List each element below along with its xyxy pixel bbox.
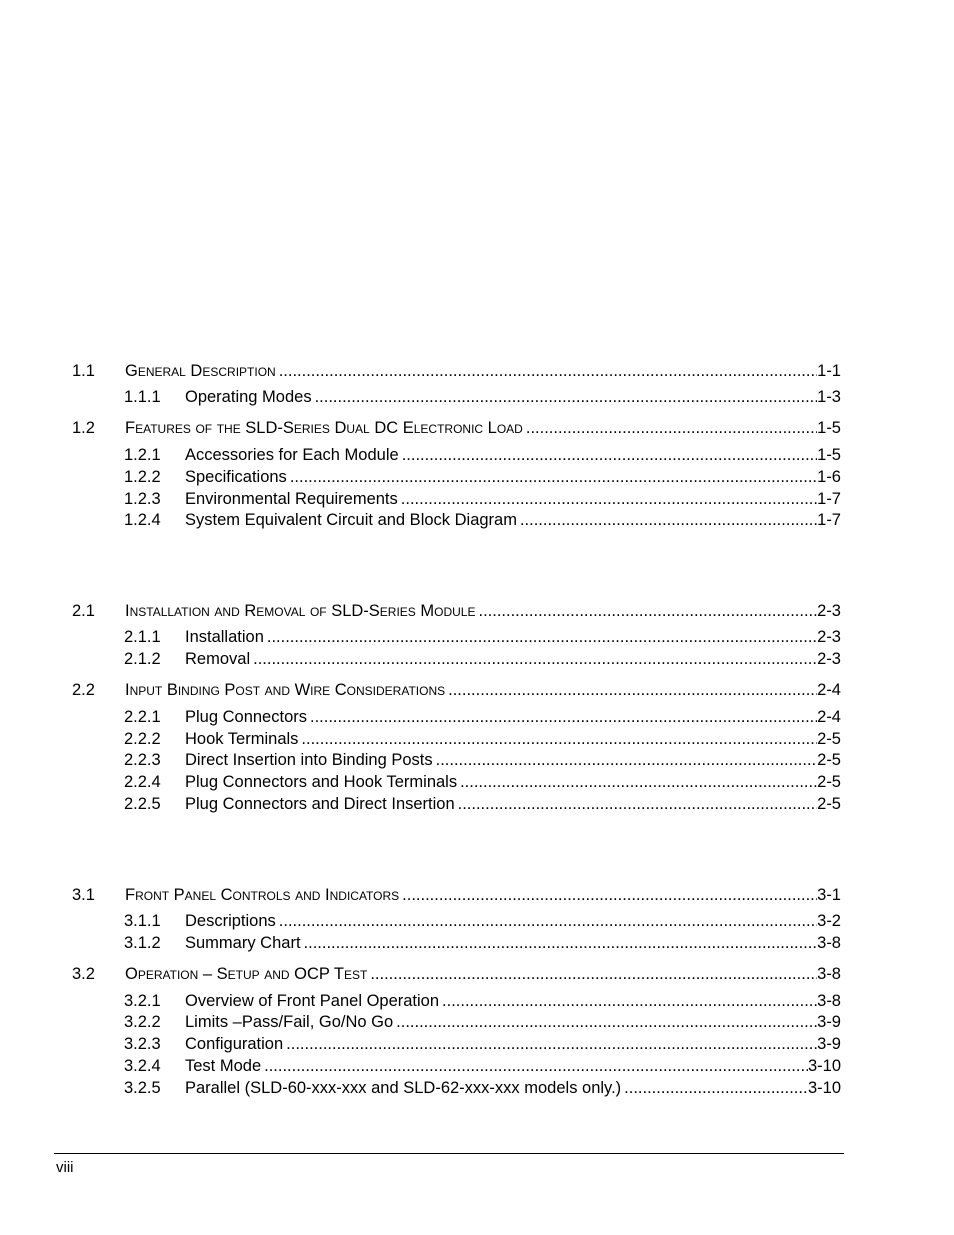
toc-entry-page: 3-8	[817, 992, 841, 1010]
leader-dots	[279, 910, 817, 932]
toc-entry-2-1[interactable]	[72, 600, 841, 622]
toc-entry-title: Features of the SLD-Series Dual DC Electronic Load	[125, 419, 523, 437]
toc-entry-title: Accessories for Each Module	[185, 446, 399, 464]
toc-entry-title: Input Binding Post and Wire Considerations	[125, 681, 446, 699]
leader-dots	[402, 884, 817, 906]
toc-entry-number: 1.2.2	[124, 468, 161, 486]
leader-dots	[286, 1033, 817, 1055]
toc-entry-number: 3.2.2	[124, 1013, 161, 1031]
toc-entry-3-1-2[interactable]	[124, 932, 841, 954]
toc-entry-3-2-5[interactable]	[124, 1077, 841, 1099]
toc-entry-page: 1-3	[817, 388, 841, 406]
toc-entry-number: 3.2.5	[124, 1079, 161, 1097]
toc-entry-title: Descriptions	[185, 912, 276, 930]
toc-entry-number: 2.2.2	[124, 730, 161, 748]
toc-entry-number: 3.1.1	[124, 912, 161, 930]
toc-entry-1-2-3[interactable]	[124, 488, 841, 510]
toc-entry-3-2-2[interactable]	[124, 1011, 841, 1033]
toc-entry-number: 2.2.1	[124, 708, 161, 726]
toc-entry-3-1[interactable]	[72, 884, 841, 906]
leader-dots	[310, 706, 817, 728]
toc-entry-number: 3.2	[72, 965, 95, 983]
toc-entry-2-1-1[interactable]	[124, 626, 841, 648]
toc-entry-page: 2-5	[817, 730, 841, 748]
toc-entry-3-2[interactable]	[72, 963, 841, 985]
toc-entry-page: 2-5	[817, 795, 841, 813]
toc-entry-title: Configuration	[185, 1035, 284, 1053]
leader-dots	[478, 600, 817, 622]
toc-entry-page: 3-10	[807, 1079, 841, 1097]
leader-dots	[460, 771, 817, 793]
toc-entry-2-2-5[interactable]	[124, 793, 841, 815]
leader-dots	[402, 444, 817, 466]
toc-entry-3-2-4[interactable]	[124, 1055, 841, 1077]
toc-entry-3-2-3[interactable]	[124, 1033, 841, 1055]
toc-entry-page: 2-5	[817, 773, 841, 791]
toc-entry-2-2-2[interactable]	[124, 728, 841, 750]
toc-entry-title: Plug Connectors	[185, 708, 307, 726]
toc-entry-1-2[interactable]	[72, 417, 841, 439]
leader-dots	[315, 386, 818, 408]
toc-entry-2-2-1[interactable]	[124, 706, 841, 728]
toc-entry-title: Limits –Pass/Fail, Go/No Go	[185, 1013, 394, 1031]
toc-entry-page: 3-8	[817, 934, 841, 952]
toc-entry-title: Direct Insertion into Binding Posts	[185, 751, 433, 769]
toc-entry-page: 2-4	[817, 681, 841, 699]
toc-entry-title: Installation	[185, 628, 264, 646]
footer-rule	[54, 1153, 844, 1154]
toc-entry-title: General Description	[125, 362, 276, 380]
toc-entry-1-2-1[interactable]	[124, 444, 841, 466]
toc-entry-title: System Equivalent Circuit and Block Diagram	[185, 511, 517, 529]
toc-entry-title: Removal	[185, 650, 251, 668]
toc-entry-page: 3-1	[817, 886, 841, 904]
toc-entry-title: Plug Connectors and Hook Terminals	[185, 773, 458, 791]
toc-entry-1-1[interactable]	[72, 360, 841, 382]
toc-entry-page: 2-4	[817, 708, 841, 726]
toc-entry-page: 1-5	[817, 446, 841, 464]
toc-entry-page: 2-3	[817, 602, 841, 620]
leader-dots	[279, 360, 817, 382]
leader-dots	[520, 509, 817, 531]
toc-entry-number: 1.2	[72, 419, 95, 437]
toc-entry-number: 1.1.1	[124, 388, 161, 406]
leader-dots	[290, 466, 817, 488]
toc-entry-page: 1-6	[817, 468, 841, 486]
leader-dots	[253, 648, 817, 670]
leader-dots	[526, 417, 817, 439]
toc-entry-number: 2.2.4	[124, 773, 161, 791]
toc-entry-number: 3.1	[72, 886, 95, 904]
toc-entry-page: 3-2	[817, 912, 841, 930]
toc-entry-page: 3-9	[817, 1035, 841, 1053]
toc-entry-number: 1.2.3	[124, 490, 161, 508]
toc-entry-title: Plug Connectors and Direct Insertion	[185, 795, 455, 813]
toc-entry-page: 3-8	[817, 965, 841, 983]
leader-dots	[442, 990, 817, 1012]
toc-entry-title: Front Panel Controls and Indicators	[125, 886, 400, 904]
toc-entry-number: 2.2.5	[124, 795, 161, 813]
toc-entry-2-2-4[interactable]	[124, 771, 841, 793]
toc-entry-page: 1-5	[817, 419, 841, 437]
toc-entry-page: 2-5	[817, 751, 841, 769]
toc-entry-number: 2.2	[72, 681, 95, 699]
toc-entry-page: 1-7	[817, 490, 841, 508]
toc-entry-number: 2.1	[72, 602, 95, 620]
toc-entry-title: Hook Terminals	[185, 730, 299, 748]
toc-entry-page: 3-10	[807, 1057, 841, 1075]
toc-entry-number: 2.1.1	[124, 628, 161, 646]
toc-entry-page: 2-3	[817, 650, 841, 668]
toc-entry-1-2-4[interactable]	[124, 509, 841, 531]
toc-entry-number: 1.2.1	[124, 446, 161, 464]
toc-entry-title: Summary Chart	[185, 934, 301, 952]
leader-dots	[401, 488, 817, 510]
toc-entry-2-2-3[interactable]	[124, 749, 841, 771]
toc-entry-number: 2.1.2	[124, 650, 161, 668]
leader-dots	[436, 749, 818, 771]
toc-entry-2-1-2[interactable]	[124, 648, 841, 670]
toc-entry-number: 3.2.4	[124, 1057, 161, 1075]
toc-entry-number: 2.2.3	[124, 751, 161, 769]
toc-entry-3-1-1[interactable]	[124, 910, 841, 932]
toc-entry-title: Overview of Front Panel Operation	[185, 992, 440, 1010]
leader-dots	[267, 626, 817, 648]
toc-entry-title: Parallel (SLD-60-xxx-xxx and SLD-62-xxx-xxx models only.)	[185, 1079, 622, 1097]
toc-entry-title: Test Mode	[185, 1057, 262, 1075]
toc-entry-1-1-1[interactable]	[124, 386, 841, 408]
toc-entry-title: Specifications	[185, 468, 287, 486]
toc-entry-number: 1.2.4	[124, 511, 161, 529]
leader-dots	[370, 963, 817, 985]
footer-page-number: viii	[56, 1159, 74, 1176]
leader-dots	[396, 1011, 817, 1033]
toc-entry-title: Installation and Removal of SLD-Series Module	[125, 602, 476, 620]
toc-entry-title: Environmental Requirements	[185, 490, 398, 508]
toc-entry-page: 3-9	[817, 1013, 841, 1031]
leader-dots	[301, 728, 817, 750]
toc-entry-page: 1-7	[817, 511, 841, 529]
toc-entry-3-2-1[interactable]	[124, 990, 841, 1012]
toc-entry-number: 3.1.2	[124, 934, 161, 952]
toc-entry-title: Operation – Setup and OCP Test	[125, 965, 368, 983]
leader-dots	[448, 679, 817, 701]
toc-entry-number: 1.1	[72, 362, 95, 380]
leader-dots	[304, 932, 818, 954]
leader-dots	[264, 1055, 808, 1077]
toc-entry-title: Operating Modes	[185, 388, 312, 406]
leader-dots	[458, 793, 818, 815]
toc-entry-number: 3.2.3	[124, 1035, 161, 1053]
leader-dots	[624, 1077, 808, 1099]
toc-entry-2-2[interactable]	[72, 679, 841, 701]
toc-entry-1-2-2[interactable]	[124, 466, 841, 488]
toc-entry-page: 2-3	[817, 628, 841, 646]
toc-entry-number: 3.2.1	[124, 992, 161, 1010]
toc-entry-page: 1-1	[817, 362, 841, 380]
